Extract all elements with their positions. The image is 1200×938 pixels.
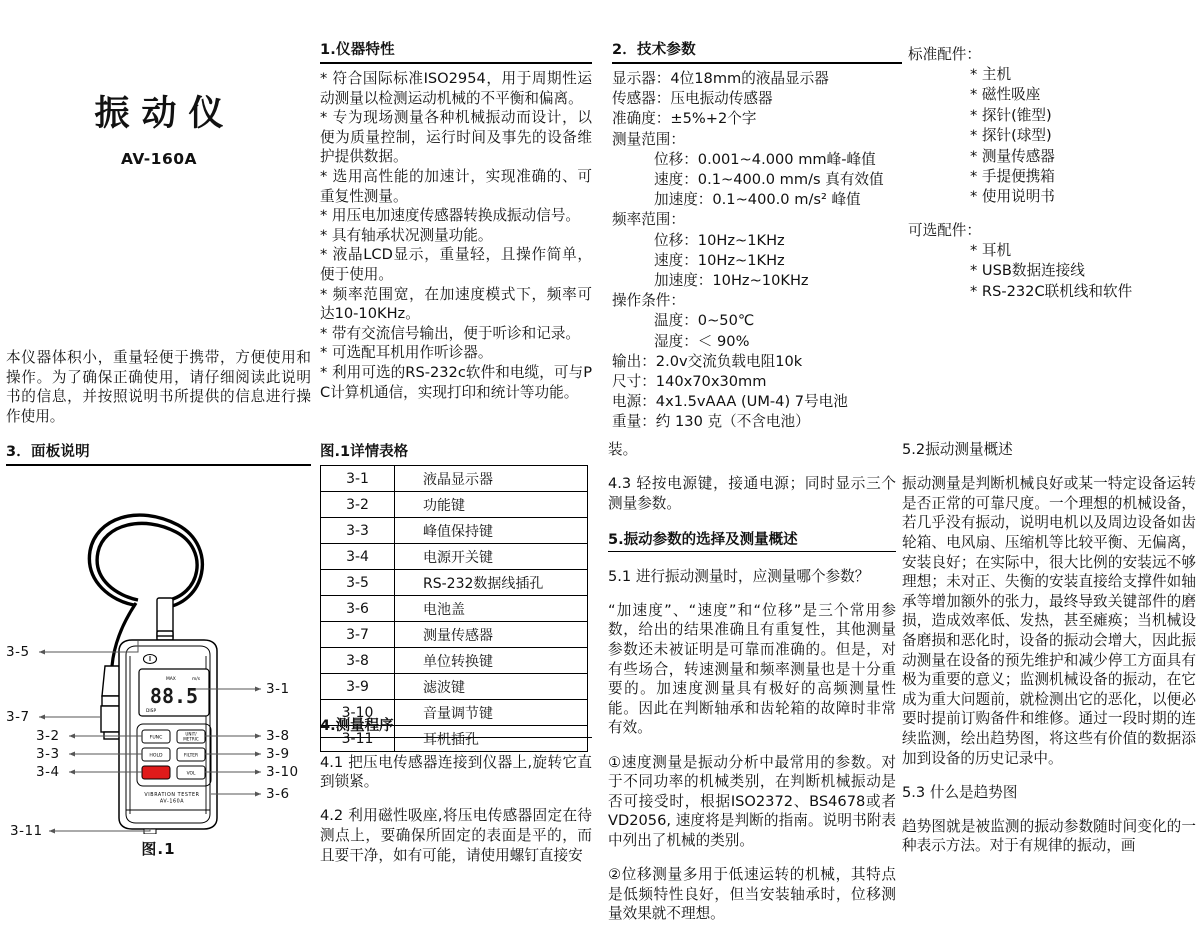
accessories-section	[908, 44, 1194, 302]
button-unit-label-2: METRIC	[183, 736, 199, 742]
table-cell-label: 液晶显示器	[395, 466, 588, 492]
standard-accessories-title: 标准配件：	[908, 46, 981, 63]
spec-line: 准确度：±5%+2个字	[612, 110, 757, 128]
vibration-parameters-heading: 5.振动参数的选择及测量概述	[608, 528, 896, 552]
spec-line: 位移：10Hz~1KHz	[654, 231, 785, 249]
detail-table	[320, 465, 588, 752]
table-cell-label: 测量传感器	[395, 622, 588, 648]
button-func-label: FUNC	[149, 735, 163, 741]
callout-3-1: 3-1	[266, 681, 290, 697]
feature-item: * 选用高性能的加速计，实现准确的、可重复性测量。	[320, 167, 592, 205]
model-number: AV-160A	[120, 150, 198, 168]
specifications-section	[612, 38, 902, 433]
table-row	[321, 674, 588, 700]
table-row	[321, 544, 588, 570]
button-hold[interactable]	[142, 748, 170, 761]
table-cell-index: 3-9	[321, 674, 395, 700]
accessory-item: * RS-232C联机线和软件	[970, 282, 1133, 300]
button-vol-label: VOL	[186, 771, 196, 777]
table-cell-label: RS-232数据线插孔	[395, 570, 588, 596]
feature-item: * 符合国际标准ISO2954，用于周期性运动测量以检测运动机械的不平衡和偏离。	[320, 70, 592, 107]
table-cell-index: 3-11	[321, 726, 395, 752]
page-title: 振动仪	[94, 94, 236, 134]
procedure-heading: 4.测量程序	[320, 714, 592, 738]
procedure-continuation: 装。	[608, 441, 638, 458]
spec-line: 操作条件：	[612, 292, 685, 310]
vibration-parameters-section	[608, 440, 896, 938]
accessory-item: * 磁性吸座	[970, 86, 1041, 104]
feature-item: * 用压电加速度传感器转换成振动信号。	[320, 207, 581, 225]
accessory-item: * 测量传感器	[970, 147, 1055, 165]
procedure-paragraph: 4.3 轻按电源键，接通电源；同时显示三个测量参数。	[608, 475, 896, 512]
accessory-item: * 主机	[970, 66, 1012, 83]
specifications-list	[612, 69, 902, 433]
spec-line: 电源：4x1.5vAAA (UM-4) 7号电池	[612, 393, 848, 411]
spec-line: 加速度：0.1~400.0 m/s² 峰值	[654, 191, 861, 209]
overview-paragraph-52: 振动测量是判断机械良好或某一特定设备运转是否正常的可靠尺度。一个理想的机械设备，若几乎没有振动，说明电机以及周边设备如齿轮箱、电风扇、压缩机等比较平衡、无偏离，安装良好；在实际中，很大比例的安装远不够理想；未对正、失衡的安装直接给支撑件如轴承等增加额外的张力，最终导致关键部件的磨损，造成效率低、发热，甚至瘫痪；当机械设备磨损和恶化时，设备的振动会增大，因此振动测量在设备的预先维护和减少停工方面具有极为重要的意义；监测机械设备的振动，在它成为重大问题前，就检测出它的恶化，以便必要时提前订购备件和维修。通过一段时期的连续监测，绘出趋势图，将这些有价值的数据添加到设备的历史记录中。	[902, 475, 1196, 767]
callout-3-6: 3-6	[266, 786, 290, 802]
spacer	[908, 208, 1194, 220]
table-cell-index: 3-1	[321, 466, 395, 492]
accessory-item: * 手提便携箱	[970, 168, 1055, 186]
device-diagram-svg	[6, 484, 311, 834]
detail-table-title: 图.1详情表格	[320, 444, 409, 460]
title-block	[0, 86, 318, 168]
spec-line: 加速度：10Hz~10KHz	[654, 272, 809, 290]
accessory-item: * 探针(球型)	[970, 127, 1052, 145]
lcd-display	[139, 669, 209, 716]
table-row	[321, 622, 588, 648]
callout-3-11: 3-11	[10, 823, 43, 839]
sensor-cable	[89, 515, 202, 608]
table-cell-index: 3-10	[321, 700, 395, 726]
feature-item: * 带有交流信号输出，便于听诊和记录。	[320, 324, 581, 342]
device-brand-line-1: VIBRATION TESTER	[144, 793, 200, 798]
spec-line: 速度：0.1~400.0 mm/s 真有效值	[654, 171, 884, 189]
procedure-paragraph: 4.1 把压电传感器连接到仪器上,旋转它直到锁紧。	[320, 753, 592, 791]
specifications-heading: 2．技术参数	[612, 38, 902, 64]
feature-item: * 利用可选的RS-232c软件和电缆，可与PC计算机通信，实现打印和统计等功能。	[320, 363, 592, 401]
table-cell-index: 3-5	[321, 570, 395, 596]
button-filter[interactable]	[177, 748, 205, 761]
table-cell-label: 单位转换键	[395, 648, 588, 674]
spec-line: 位移：0.001~4.000 mm峰-峰值	[654, 150, 876, 168]
overview-paragraph-53: 趋势图就是被监测的振动参数随时间变化的一种表示方法。对于有规律的振动，画	[902, 817, 1196, 855]
features-heading: 1.仪器特性	[320, 38, 592, 64]
panel-description-section	[6, 440, 311, 859]
table-cell-label: 电源开关键	[395, 544, 588, 570]
table-cell-index: 3-4	[321, 544, 395, 570]
table-row	[321, 492, 588, 518]
vibration-paragraph: “加速度”、“速度”和“位移”是三个常用参数，给出的结果准确且有重复性，其他测量参数还未被证明是可靠而准确的。但是，对有些场合，转速测量和频率测量也是十分重要的。加速度测量具有极好的高频测量性能。因此在判断轴承和齿轮箱的故障时非常有效。	[608, 601, 896, 737]
device-brand-line-2: AV-160A	[159, 799, 185, 805]
table-cell-index: 3-2	[321, 492, 395, 518]
feature-item: * 可选配耳机用作听诊器。	[320, 344, 493, 362]
spec-line: 输出：2.0v交流负载电阻10k	[612, 352, 803, 370]
accessory-item: * 耳机	[970, 241, 1012, 259]
table-cell-label: 峰值保持键	[395, 518, 588, 544]
callout-3-8: 3-8	[266, 728, 290, 744]
callout-3-4: 3-4	[36, 764, 60, 780]
table-row	[321, 518, 588, 544]
spec-line: 显示器：4位18mm的液晶显示器	[612, 70, 829, 87]
detail-table-section	[320, 440, 588, 752]
overview-heading-53: 5.3 什么是趋势图	[902, 783, 1018, 801]
panel-heading: 3．面板说明	[6, 440, 311, 466]
vibration-paragraph: 5.1 进行振动测量时，应测量哪个参数？	[608, 567, 870, 585]
intro-paragraph: 本仪器体积小，重量轻便于携带，方便使用和操作。为了确保正确使用，请仔细阅读此说明书的信息，并按照说明书所提供的信息进行操作使用。	[6, 349, 311, 425]
callout-3-5: 3-5	[6, 644, 30, 660]
features-list	[320, 69, 592, 402]
button-power[interactable]	[142, 766, 170, 779]
callout-3-9: 3-9	[266, 746, 290, 762]
table-row	[321, 466, 588, 492]
spec-line: 尺寸：140x70x30mm	[612, 373, 767, 391]
vibration-paragraph: ②位移测量多用于低速运转的机械，其特点是低频特性良好，但当安装轴承时，位移测量效果就不理想。	[608, 866, 896, 923]
table-cell-label: 耳机插孔	[395, 726, 588, 752]
optional-accessories-title: 可选配件：	[908, 221, 981, 239]
overview-heading-52: 5.2振动测量概述	[902, 441, 1013, 458]
callout-3-10: 3-10	[266, 764, 299, 780]
procedure-paragraph: 4.2 利用磁性吸座,将压电传感器固定在待测点上，要确保所固定的表面是平的，而且要干净，如有可能，请使用螺钉直接安	[320, 807, 592, 864]
feature-item: * 液晶LCD显示，重量轻，且操作简单，便于使用。	[320, 246, 592, 283]
button-func[interactable]	[142, 730, 170, 743]
spec-line: 湿度：＜ 90%	[654, 332, 750, 350]
accessory-item: * 探针(锥型)	[970, 106, 1052, 124]
spec-line: 传感器：压电振动传感器	[612, 90, 773, 108]
button-vol[interactable]	[177, 766, 205, 779]
spec-line: 重量：约 130 克（不含电池）	[612, 413, 810, 431]
button-unit-label-1: UNIT/	[185, 731, 197, 737]
spec-line: 速度：10Hz~1KHz	[654, 251, 785, 269]
button-filter-label: FILTER	[183, 753, 199, 759]
lcd-label-max: MAX	[166, 677, 176, 682]
lcd-value: 88.5	[149, 684, 199, 708]
spec-line: 温度：0~50℃	[654, 312, 755, 330]
accessory-item: * 使用说明书	[970, 188, 1055, 206]
feature-item: * 频率范围宽，在加速度模式下，频率可达10-10KHz。	[320, 285, 592, 323]
vibration-overview-section	[902, 440, 1196, 871]
table-cell-label: 电池盖	[395, 596, 588, 622]
table-cell-label: 滤波键	[395, 674, 588, 700]
procedure-section	[320, 713, 592, 880]
callout-3-2: 3-2	[36, 728, 60, 744]
figure-caption: 图.1	[141, 840, 176, 858]
table-row	[321, 648, 588, 674]
button-unit-metric[interactable]	[177, 730, 205, 743]
callout-3-3: 3-3	[36, 746, 60, 762]
table-row	[321, 596, 588, 622]
lcd-label-unit: m/s	[192, 677, 201, 682]
table-cell-label: 功能键	[395, 492, 588, 518]
feature-item: * 具有轴承状况测量功能。	[320, 226, 493, 244]
callout-3-7: 3-7	[6, 709, 30, 725]
table-cell-index: 3-8	[321, 648, 395, 674]
table-row	[321, 570, 588, 596]
lcd-label-disp: DISP	[146, 709, 157, 714]
spec-line: 测量范围：	[612, 130, 685, 148]
button-hold-label: HOLD	[149, 753, 163, 759]
table-cell-index: 3-3	[321, 518, 395, 544]
accessory-item: * USB数据连接线	[970, 262, 1085, 280]
device-figure	[6, 484, 311, 839]
vibration-paragraph: ①速度测量是振动分析中最常用的参数。对于不同功率的机械类别，在判断机械振动是否可接受时，根据ISO2372、BS4678或者VD2056, 速度将是判断的指南。说明书附表中列出了机械的类别。	[608, 753, 896, 849]
features-section	[320, 38, 592, 402]
table-cell-index: 3-7	[321, 622, 395, 648]
spec-line: 频率范围：	[612, 211, 685, 229]
table-cell-label: 音量调节键	[395, 700, 588, 726]
table-cell-index: 3-6	[321, 596, 395, 622]
feature-item: * 专为现场测量各种机械振动而设计，以便为质量控制，运行时间及事先的设备维护提供数据。	[320, 109, 592, 166]
